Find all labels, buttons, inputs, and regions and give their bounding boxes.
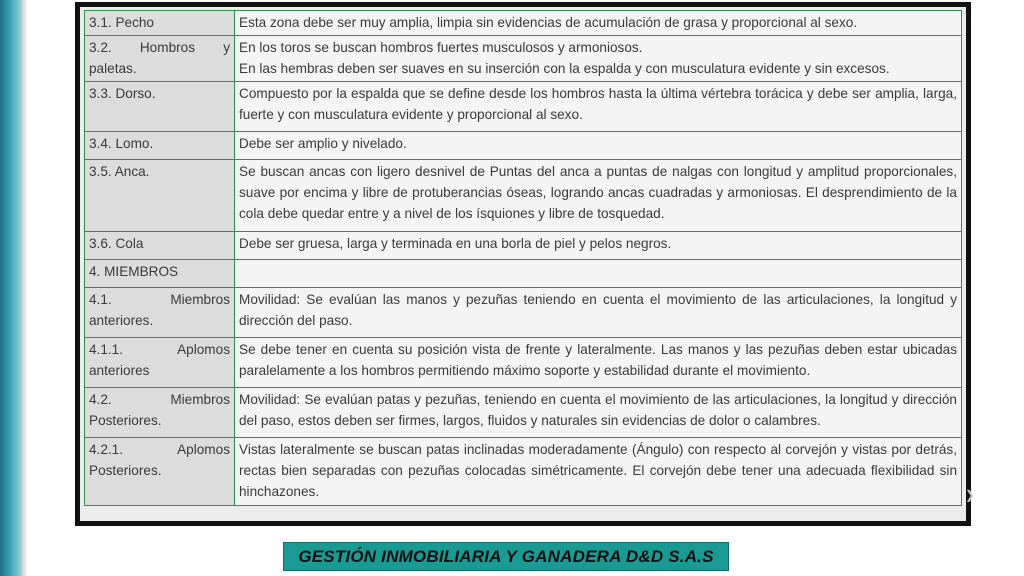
- evaluation-table: [84, 10, 962, 506]
- table-row: [85, 388, 962, 438]
- row-label: 4.2.1. Aplomos Posteriores.: [85, 438, 235, 506]
- table-row: [85, 132, 962, 160]
- row-label: 3.6. Cola: [85, 232, 235, 260]
- table-frame: [75, 2, 971, 526]
- row-label: 4.2. Miembros Posteriores.: [85, 388, 235, 438]
- row-description: [235, 260, 962, 288]
- row-label: 4.1. Miembros anteriores.: [85, 288, 235, 338]
- left-accent-shadow: [22, 0, 28, 576]
- table-row: [85, 232, 962, 260]
- row-description: Vistas lateralmente se buscan patas inclinadas moderadamente (Ángulo) con respecto al corvejón y vistas por detrás, rectas bien separadas con pezuñas colocadas simétricamente. El corvejón debe tener una adecuada flexibilidad sin hinchazones.: [235, 438, 962, 506]
- row-description: Debe ser gruesa, larga y terminada en una borla de piel y pelos negros.: [235, 232, 962, 260]
- table-container: [80, 7, 966, 521]
- table-row: [85, 338, 962, 388]
- table-row: [85, 36, 962, 82]
- table-row: [85, 82, 962, 132]
- row-label: 4. MIEMBROS: [85, 260, 235, 288]
- company-name: GESTIÓN INMOBILIARIA Y GANADERA D&D S.A.S: [298, 546, 714, 566]
- table-row: [85, 260, 962, 288]
- row-description: Compuesto por la espalda que se define desde los hombros hasta la última vértebra torácica y debe ser amplia, larga, fuerte y con musculatura evidente y proporcional al sexo.: [235, 82, 962, 132]
- footer-banner: [283, 542, 729, 571]
- row-description: Esta zona debe ser muy amplia, limpia sin evidencias de acumulación de grasa y proporcional al sexo.: [235, 11, 962, 36]
- chevron-right-icon[interactable]: ❯: [965, 488, 976, 502]
- row-label: 3.5. Anca.: [85, 160, 235, 232]
- left-accent-bar: [0, 0, 22, 576]
- table-row: [85, 11, 962, 36]
- row-label: 4.1.1. Aplomos anteriores: [85, 338, 235, 388]
- table-row: [85, 160, 962, 232]
- table-row: [85, 288, 962, 338]
- row-description: Se buscan ancas con ligero desnivel de Puntas del anca a puntas de nalgas con longitud y amplitud proporcionales, suave por encima y libre de protuberancias óseas, logrando ancas cuadradas y armoniosas. El desprendimiento de la cola debe quedar entre y a nivel de los ísquiones y libre de tosquedad.: [235, 160, 962, 232]
- row-description: En los toros se buscan hombros fuertes musculosos y armoniosos. En las hembras deben ser suaves en su inserción con la espalda y con musculatura evidente y sin excesos.: [235, 36, 962, 82]
- row-label: 3.3. Dorso.: [85, 82, 235, 132]
- row-label: 3.1. Pecho: [85, 11, 235, 36]
- row-description: Se debe tener en cuenta su posición vista de frente y lateralmente. Las manos y las pezuñas deben estar ubicadas paralelamente a los hombros permitiendo máximo soporte y estabilidad durante el movimiento.: [235, 338, 962, 388]
- row-label: 3.4. Lomo.: [85, 132, 235, 160]
- table-row: [85, 438, 962, 506]
- row-description: Movilidad: Se evalúan las manos y pezuñas teniendo en cuenta el movimiento de las articulaciones, la longitud y dirección del paso.: [235, 288, 962, 338]
- row-label: 3.2. Hombros y paletas.: [85, 36, 235, 82]
- row-description: Debe ser amplio y nivelado.: [235, 132, 962, 160]
- row-description: Movilidad: Se evalúan patas y pezuñas, teniendo en cuenta el movimiento de las articulaciones, la longitud y dirección del paso, estos deben ser firmes, largos, fluidos y naturales sin evidencias de dolor o calambres.: [235, 388, 962, 438]
